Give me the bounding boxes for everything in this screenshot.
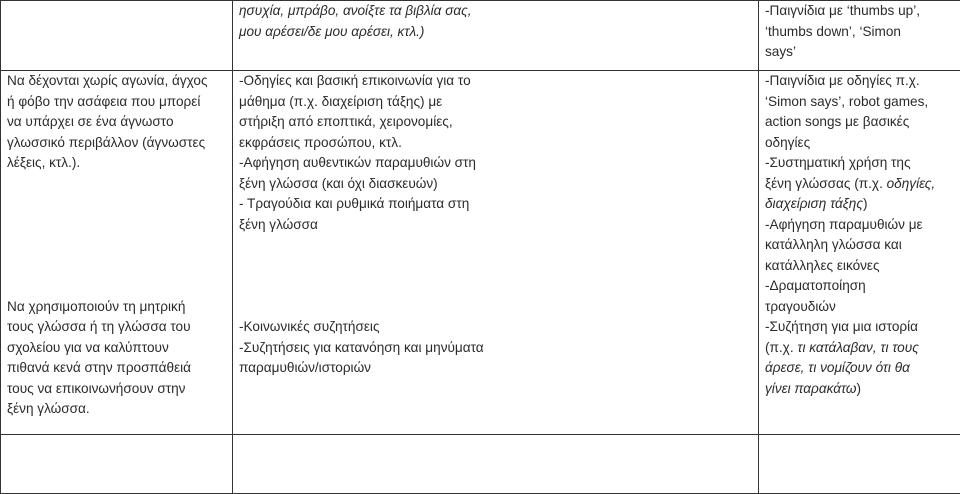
table-cell-empty [1,1,233,71]
text-segment: (π.χ. [765,340,797,355]
text-line: -Παιγνίδια με ‘thumbs up’, [765,1,954,22]
text-segment: ξένη γλώσσας (π.χ. [765,176,887,191]
text-line: -Αφήγηση παραμυθιών με [765,215,954,236]
text-line: τραγουδιών [765,297,954,318]
text-line: - Τραγούδια και ρυθμικά ποιήματα στη [239,194,752,215]
text-line: ησυχία, μπράβο, ανοίξτε τα βιβλία σας, [239,1,752,22]
table-cell-activities [233,71,759,435]
table-cell-games [759,1,960,71]
text-line: -Δραματοποίηση [765,276,954,297]
text-line: εκφράσεις προσώπου, κτλ. [239,133,752,154]
table-cell-activities-continued [233,1,759,71]
table-row [1,71,960,435]
text-line: μάθημα (π.χ. διαχείριση τάξης) με [239,92,752,113]
text-line: να υπάρχει σε ένα άγνωστο [7,112,226,133]
text-line: στήριξη από εποπτικά, χειρονομίες, [239,112,752,133]
text-segment: ) [856,381,861,396]
text-line: -Παιγνίδια με οδηγίες π.χ. [765,71,954,92]
text-line: παραμυθιών/ιστοριών [239,358,752,379]
text-line-mixed [765,194,954,215]
text-line: ξένη γλώσσα. [7,399,226,420]
text-line: οδηγίες [765,133,954,154]
text-line: action songs με βασικές [765,112,954,133]
text-segment-italic: διαχείριση τάξης [765,196,863,211]
text-line: ή φόβο την ασάφεια που μπορεί [7,92,226,113]
text-line: λέξεις, κτλ.). [7,153,226,174]
text-line: γλωσσικό περιβάλλον (άγνωστες [7,133,226,154]
text-line: Να δέχονται χωρίς αγωνία, άγχος [7,71,226,92]
table-cell-practices [759,71,960,435]
text-line: ‘thumbs down’, ‘Simon [765,22,954,43]
text-line: -Συζήτηση για μια ιστορία [765,317,954,338]
text-line: -Κοινωνικές συζητήσεις [239,317,752,338]
text-line: ξένη γλώσσα (και όχι διασκευών) [239,174,752,195]
text-line: κατάλληλες εικόνες [765,256,954,277]
text-line: Να χρησιμοποιούν τη μητρική [7,297,226,318]
text-line: ‘Simon says’, robot games, [765,92,954,113]
text-line: -Αφήγηση αυθεντικών παραμυθιών στη [239,153,752,174]
text-line-mixed [765,379,954,400]
table-cell-objectives [1,71,233,435]
text-line: -Συστηματική χρήση της [765,153,954,174]
text-segment-italic: οδηγίες, [887,176,935,191]
text-line: πιθανά κενά στην προσπάθειά [7,358,226,379]
text-line: τους να επικοινωνήσουν στην [7,379,226,400]
text-line: κατάλληλη γλώσσα και [765,235,954,256]
text-segment-italic: τι κατάλαβαν, τι τους [797,340,918,355]
text-line: μου αρέσει/δε μου αρέσει, κτλ.) [239,22,752,43]
text-line-mixed [765,338,954,359]
text-line: άρεσε, τι νομίζουν ότι θα [765,358,954,379]
text-line-mixed [765,174,954,195]
text-line: -Συζητήσεις για κατανόηση και μηνύματα [239,338,752,359]
table-row [1,1,960,71]
table-row [1,435,960,494]
text-segment-italic: γίνει παρακάτω [765,381,856,396]
text-line: ξένη γλώσσα [239,215,752,236]
text-line: τους γλώσσα ή τη γλώσσα του [7,317,226,338]
text-segment: ) [863,196,868,211]
table-cell-empty [759,435,960,494]
text-line: σχολείου για να καλύπτουν [7,338,226,359]
table-cell-empty [1,435,233,494]
text-line: -Οδηγίες και βασική επικοινωνία για το [239,71,752,92]
text-line: says’ [765,42,954,63]
table-cell-empty [233,435,759,494]
